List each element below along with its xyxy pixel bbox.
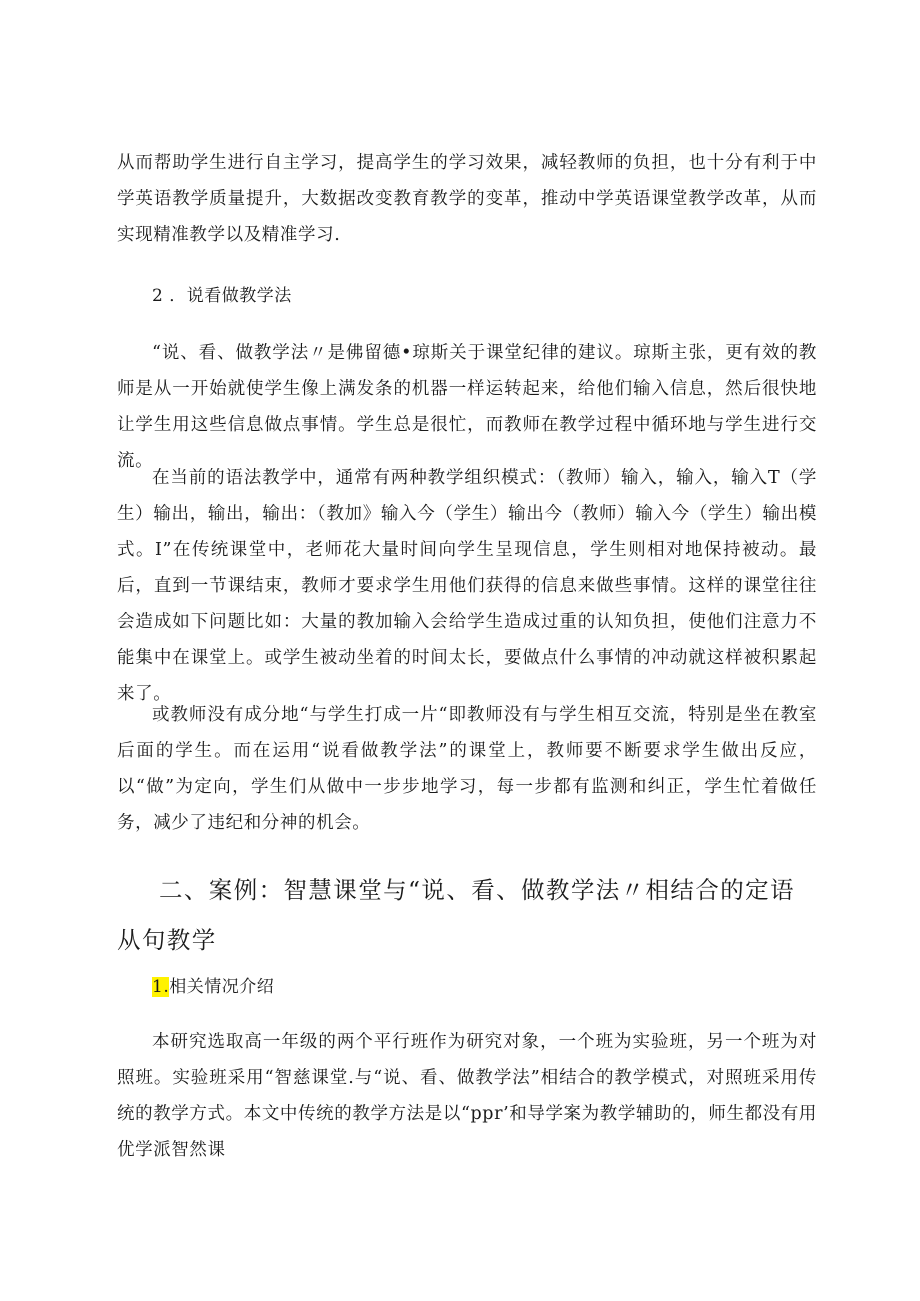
paragraph-method-3: 或教师没有成分地“与学生打成一片“即教师没有与学生相互交流，特别是坐在教室后面的学生。而在运用“说看做教学法”的课堂上，教师要不断要求学生做出反应，以“做”为定向，学生们从做中一步步地学习，每一步都有监测和纠正，学生忙着做任务，减少了违纪和分神的机会。 [117,705,817,833]
subsection-2-title: ．说看做教学法 [169,286,292,306]
subsection-1-title: 相关情况介绍 [169,977,275,997]
section-2-title: 二、案例：智慧课堂与“说、看、做教学法〃相结合的定语从句教学 [117,876,795,954]
paragraph-method-2: 在当前的语法教学中，通常有两种教学组织模式：（教师）输入，输入，输入T（学生）输出，输出，输出：（教加》输入今（学生）输出今（教师）输入今（学生）输出模式。I”在传统课堂中，老师花大量时间向学生呈现信息，学生则相对地保持被动。最后，直到一节课结束，教师才要求学生用他们获得的信息来做些事情。这样的课堂往往会造成如下问题比如：大量的教加输入会给学生造成过重的认知负担，使他们注意力不能集中在课堂上。或学生被动坐着的时间太长，要做点什么事情的冲动就这样被积累起来了。 [117,468,817,704]
subsection-2-heading [152,282,292,310]
subsection-1-number: 1. [152,977,170,997]
subsection-2-number: 2 [152,286,164,306]
paragraph-method-1: “说、看、做教学法〃是佛留德•琼斯关于课堂纪律的建议。琼斯主张，更有效的教师是从一开始就使学生像上满发条的机器一样运转起来，给他们输入信息，然后很快地让学生用这些信息做点事情。学生总是很忙，而教师在教学过程中循环地与学生进行交流。 [117,343,817,471]
paragraph-case-1: 本研究选取高一年级的两个平行班作为研究对象，一个班为实验班，另一个班为对照班。实验班采用“智慈课堂.与“说、看、做教学法”相结合的教学模式，对照班采用传统的教学方式。本文中传统的教学方法是以“ppr’和导学案为教学辅助的，师生都没有用优学派智然课 [117,1032,817,1160]
paragraph-intro-end: 从而帮助学生进行自主学习，提高学生的学习效果，减轻教师的负担，也十分有利于中学英语教学质量提升，大数据改变教育教学的变革，推动中学英语课堂教学改革，从而实现精准教学以及精准学习. [117,153,817,245]
subsection-1-heading [152,973,274,1001]
